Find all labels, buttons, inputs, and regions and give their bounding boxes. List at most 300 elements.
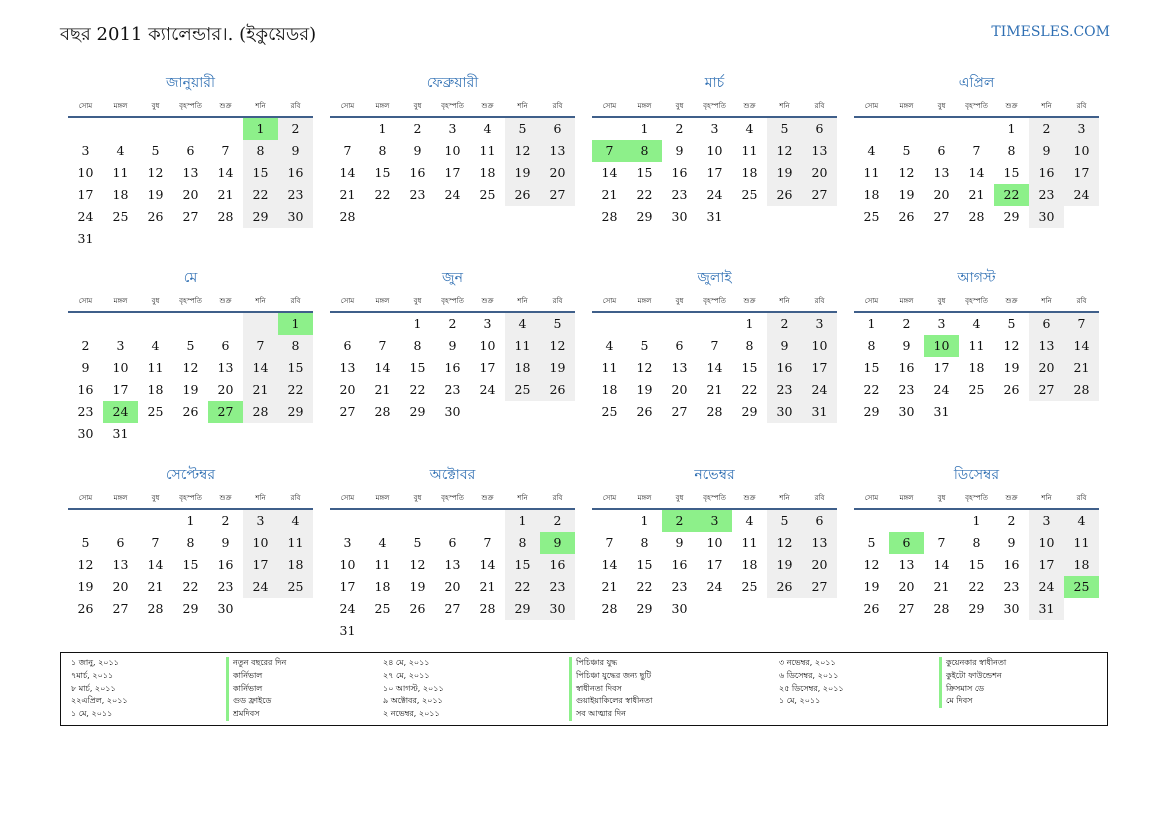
day-cell: 20 [182, 187, 199, 202]
day-cell: 27 [444, 601, 461, 616]
day-cell: 22 [278, 379, 313, 401]
day-cell: 11 [147, 360, 164, 375]
empty-cell [1064, 401, 1099, 423]
day-cell: 27 [112, 601, 129, 616]
day-cell: 20 [112, 579, 129, 594]
day-cell: 30 [444, 404, 461, 419]
weekday-label: বৃহস্পতি [441, 494, 464, 502]
day-cell: 12 [182, 360, 199, 375]
day-cell: 21 [968, 187, 985, 202]
empty-cell [278, 228, 313, 250]
week-row [68, 510, 313, 532]
weekday-label: শনি [517, 297, 528, 305]
day-cell: 7 [243, 335, 278, 357]
legend-row [383, 683, 652, 696]
day-cell: 24 [103, 401, 138, 423]
day-cell: 1 [972, 513, 981, 528]
day-cell: 15 [278, 357, 313, 379]
week-row [592, 184, 837, 206]
weekday-label: শনি [779, 102, 790, 110]
day-cell: 19 [409, 579, 426, 594]
legend-column [383, 657, 652, 721]
day-cell: 13 [339, 360, 356, 375]
day-cell: 15 [636, 165, 653, 180]
empty-cell [365, 313, 400, 335]
day-cell: 13 [182, 165, 199, 180]
weekday-label: মঙ্গল [113, 297, 128, 305]
day-cell: 19 [767, 554, 802, 576]
day-cell: 5 [902, 143, 911, 158]
empty-cell [68, 313, 103, 335]
day-cell: 3 [116, 338, 125, 353]
day-cell: 10 [1029, 532, 1064, 554]
day-cell: 14 [147, 557, 164, 572]
day-cell: 7 [972, 143, 981, 158]
day-cell: 31 [112, 426, 129, 441]
weekday-label: মঙ্গল [637, 494, 652, 502]
day-cell: 8 [972, 535, 981, 550]
day-cell: 12 [540, 335, 575, 357]
brand-link[interactable]: TIMESLES.COM [991, 24, 1110, 40]
day-cell: 7 [343, 143, 352, 158]
day-cell: 16 [898, 360, 915, 375]
day-cell: 17 [1064, 162, 1099, 184]
empty-cell [173, 423, 208, 445]
empty-cell [767, 206, 802, 228]
weekday-header [854, 96, 1099, 118]
day-cell: 19 [898, 187, 915, 202]
day-cell: 31 [802, 401, 837, 423]
day-cell: 22 [636, 187, 653, 202]
week-row [592, 598, 837, 620]
month-name: আগস্ট [957, 270, 996, 286]
week-row [854, 576, 1099, 598]
week-row [592, 510, 837, 532]
day-cell: 11 [741, 143, 758, 158]
day-cell: 12 [863, 557, 880, 572]
legend-row [71, 657, 286, 670]
day-cell: 15 [374, 165, 391, 180]
day-cell: 10 [444, 143, 461, 158]
day-cell: 21 [479, 579, 496, 594]
empty-cell [138, 313, 173, 335]
week-row [68, 576, 313, 598]
day-cell: 18 [863, 187, 880, 202]
day-cell: 1 [243, 118, 278, 140]
day-cell: 31 [77, 231, 94, 246]
weekday-header [330, 488, 575, 510]
day-cell: 13 [112, 557, 129, 572]
day-cell: 28 [217, 209, 234, 224]
day-cell: 25 [112, 209, 129, 224]
weekday-label: সোম [78, 297, 93, 305]
day-cell: 26 [863, 601, 880, 616]
day-cell: 12 [636, 360, 653, 375]
week-row [330, 118, 575, 140]
day-cell: 6 [1029, 313, 1064, 335]
empty-cell [802, 206, 837, 228]
weekday-label: সোম [340, 297, 355, 305]
weekday-label: মঙ্গল [899, 297, 914, 305]
day-cell: 5 [505, 118, 540, 140]
day-cell: 28 [479, 601, 496, 616]
day-cell: 11 [479, 143, 496, 158]
weekday-label: শুক্র [1005, 102, 1018, 110]
day-cell: 26 [767, 184, 802, 206]
day-cell: 6 [802, 510, 837, 532]
week-row [592, 379, 837, 401]
day-cell: 22 [994, 184, 1029, 206]
day-cell: 22 [968, 579, 985, 594]
day-cell: 24 [706, 579, 723, 594]
legend-column [71, 657, 286, 721]
day-cell: 22 [505, 576, 540, 598]
week-row [592, 118, 837, 140]
empty-cell [208, 313, 243, 335]
week-row [68, 313, 313, 335]
week-row [854, 206, 1099, 228]
day-cell: 3 [1064, 118, 1099, 140]
week-row [854, 379, 1099, 401]
empty-cell [435, 620, 470, 642]
month-name: জুলাই [697, 270, 732, 286]
weekday-label: সোম [602, 494, 617, 502]
weekday-header [330, 96, 575, 118]
day-cell: 24 [706, 187, 723, 202]
weekday-header [68, 488, 313, 510]
weekday-label: শুক্র [219, 297, 232, 305]
holiday-name: শ্রমদিবস [226, 708, 260, 721]
day-cell: 8 [413, 338, 422, 353]
weekday-label: শুক্র [481, 102, 494, 110]
day-cell: 28 [601, 209, 618, 224]
day-cell: 6 [116, 535, 125, 550]
day-cell: 14 [601, 165, 618, 180]
day-cell: 30 [77, 426, 94, 441]
day-cell: 17 [706, 557, 723, 572]
holiday-name: ক্রিসমাস ডে [939, 683, 984, 696]
day-cell: 19 [863, 579, 880, 594]
day-cell: 10 [1064, 140, 1099, 162]
week-row [330, 206, 575, 228]
day-cell: 29 [636, 209, 653, 224]
month-name: মে [183, 270, 198, 286]
day-cell: 6 [937, 143, 946, 158]
day-cell: 3 [343, 535, 352, 550]
day-cell: 2 [902, 316, 911, 331]
day-cell: 25 [601, 404, 618, 419]
holiday-name: গুয়াইয়াকিলের স্বাধীনতা [569, 695, 652, 708]
day-cell: 6 [540, 118, 575, 140]
day-cell: 3 [243, 510, 278, 532]
day-cell: 19 [147, 187, 164, 202]
week-row [68, 206, 313, 228]
day-cell: 10 [77, 165, 94, 180]
day-cell: 22 [741, 382, 758, 397]
month-name: সেপ্টেম্বর [165, 467, 216, 483]
day-cell: 6 [889, 532, 924, 554]
day-cell: 16 [278, 162, 313, 184]
empty-cell [400, 206, 435, 228]
week-row [330, 401, 575, 423]
month-name: মার্চ [704, 75, 725, 91]
day-cell: 20 [933, 187, 950, 202]
weekday-label: শনি [517, 102, 528, 110]
weekday-label: রবি [552, 494, 563, 502]
day-cell: 7 [151, 535, 160, 550]
day-cell: 13 [802, 140, 837, 162]
day-cell: 21 [243, 379, 278, 401]
week-row [68, 357, 313, 379]
weekday-label: মঙ্গল [113, 102, 128, 110]
week-row [854, 510, 1099, 532]
day-cell: 10 [112, 360, 129, 375]
weekday-label: বৃহস্পতি [703, 102, 726, 110]
day-cell: 19 [1003, 360, 1020, 375]
day-cell: 13 [671, 360, 688, 375]
day-cell: 6 [221, 338, 230, 353]
day-cell: 8 [745, 338, 754, 353]
day-cell: 2 [221, 513, 230, 528]
empty-cell [330, 510, 365, 532]
legend-row [71, 695, 286, 708]
day-cell: 13 [540, 140, 575, 162]
day-cell: 28 [147, 601, 164, 616]
week-row [854, 401, 1099, 423]
day-cell: 9 [767, 335, 802, 357]
week-row [68, 401, 313, 423]
day-cell: 18 [505, 357, 540, 379]
day-cell: 25 [479, 187, 496, 202]
day-cell: 2 [413, 121, 422, 136]
holiday-date: ৮ মার্চ, ২০১১ [71, 683, 116, 693]
day-cell: 25 [968, 382, 985, 397]
day-cell: 11 [1064, 532, 1099, 554]
empty-cell [470, 401, 505, 423]
day-cell: 14 [479, 557, 496, 572]
empty-cell [627, 313, 662, 335]
weekday-label: বৃহস্পতি [703, 297, 726, 305]
day-cell: 20 [898, 579, 915, 594]
day-cell: 1 [640, 121, 649, 136]
holiday-name: পিচিঞ্চা যুদ্ধের জন্য ছুটি [569, 670, 651, 683]
weekday-label: মঙ্গল [637, 102, 652, 110]
week-row [592, 554, 837, 576]
day-cell: 27 [898, 601, 915, 616]
day-cell: 25 [741, 579, 758, 594]
empty-cell [470, 206, 505, 228]
day-cell: 10 [706, 143, 723, 158]
empty-cell [103, 118, 138, 140]
empty-cell [208, 423, 243, 445]
day-cell: 3 [483, 316, 492, 331]
day-cell: 10 [479, 338, 496, 353]
day-cell: 20 [1029, 357, 1064, 379]
day-cell: 29 [636, 601, 653, 616]
month-calendar [330, 265, 575, 423]
day-cell: 13 [217, 360, 234, 375]
day-cell: 17 [1029, 554, 1064, 576]
day-cell: 7 [605, 535, 614, 550]
week-row [854, 140, 1099, 162]
holiday-date: ৯ অক্টোবর, ২০১১ [383, 696, 443, 706]
day-cell: 4 [278, 510, 313, 532]
empty-cell [68, 118, 103, 140]
holiday-date: ৭মার্চ, ২০১১ [71, 670, 114, 680]
week-row [592, 401, 837, 423]
day-cell: 15 [182, 557, 199, 572]
day-cell: 28 [339, 209, 356, 224]
day-cell: 23 [671, 579, 688, 594]
weekday-label: বৃহস্পতি [441, 297, 464, 305]
day-cell: 12 [767, 140, 802, 162]
holiday-name: গুড ফ্রাইডে [226, 695, 271, 708]
weekday-label: সোম [864, 297, 879, 305]
day-cell: 4 [605, 338, 614, 353]
day-cell: 18 [374, 579, 391, 594]
weekday-label: রবি [290, 494, 301, 502]
empty-cell [138, 228, 173, 250]
day-cell: 29 [741, 404, 758, 419]
day-cell: 21 [1064, 357, 1099, 379]
holiday-date: ২৫ ডিসেম্বর, ২০১১ [779, 683, 844, 693]
day-cell: 19 [182, 382, 199, 397]
day-cell: 28 [601, 601, 618, 616]
day-cell: 9 [902, 338, 911, 353]
month-name: ফেব্রুয়ারী [426, 75, 479, 91]
week-row [330, 598, 575, 620]
empty-cell [138, 510, 173, 532]
weekday-label: সোম [602, 297, 617, 305]
empty-cell [1064, 598, 1099, 620]
month-name: ডিসেম্বর [953, 467, 1000, 483]
day-cell: 24 [444, 187, 461, 202]
day-cell: 8 [243, 140, 278, 162]
month-calendar [68, 265, 313, 445]
day-cell: 13 [898, 557, 915, 572]
week-row [330, 313, 575, 335]
page-title: বছর 2011 ক্যালেন্ডার।. (ইকুয়েডর) [60, 24, 317, 45]
weekday-label: বৃহস্পতি [179, 494, 202, 502]
day-cell: 30 [898, 404, 915, 419]
day-cell: 11 [374, 557, 391, 572]
day-cell: 4 [972, 316, 981, 331]
day-cell: 30 [540, 598, 575, 620]
empty-cell [365, 620, 400, 642]
empty-cell [1029, 401, 1064, 423]
day-cell: 21 [601, 579, 618, 594]
day-cell: 15 [1003, 165, 1020, 180]
empty-cell [854, 118, 889, 140]
holiday-date: ১ জানু, ২০১১ [71, 658, 119, 667]
week-row [68, 598, 313, 620]
holiday-date: ১০ আগস্ট, ২০১১ [383, 683, 444, 693]
day-cell: 16 [1029, 162, 1064, 184]
empty-cell [959, 401, 994, 423]
week-row [330, 162, 575, 184]
week-row [68, 162, 313, 184]
day-cell: 29 [409, 404, 426, 419]
empty-cell [505, 620, 540, 642]
weekday-label: রবি [290, 102, 301, 110]
weekday-label: শনি [517, 494, 528, 502]
week-row [68, 379, 313, 401]
empty-cell [732, 206, 767, 228]
empty-cell [540, 620, 575, 642]
day-cell: 23 [1029, 184, 1064, 206]
day-cell: 19 [767, 162, 802, 184]
weekday-header [854, 291, 1099, 313]
weekday-label: শুক্র [743, 297, 756, 305]
day-cell: 11 [601, 360, 618, 375]
day-cell: 23 [540, 576, 575, 598]
weekday-label: সোম [864, 102, 879, 110]
day-cell: 23 [444, 382, 461, 397]
weekday-label: রবি [1076, 494, 1087, 502]
day-cell: 1 [186, 513, 195, 528]
weekday-label: রবি [814, 494, 825, 502]
weekday-label: শুক্র [219, 102, 232, 110]
day-cell: 26 [147, 209, 164, 224]
day-cell: 7 [937, 535, 946, 550]
week-row [68, 228, 313, 250]
empty-cell [732, 598, 767, 620]
day-cell: 1 [413, 316, 422, 331]
day-cell: 19 [540, 357, 575, 379]
week-row [592, 576, 837, 598]
day-cell: 28 [374, 404, 391, 419]
weekday-label: মঙ্গল [899, 102, 914, 110]
weekday-header [854, 488, 1099, 510]
holiday-name: কার্নিভাল [226, 670, 262, 683]
day-cell: 12 [505, 140, 540, 162]
day-cell: 12 [147, 165, 164, 180]
weekday-label: শনি [255, 102, 266, 110]
day-cell: 20 [802, 162, 837, 184]
day-cell: 7 [592, 140, 627, 162]
day-cell: 21 [601, 187, 618, 202]
day-cell: 6 [448, 535, 457, 550]
empty-cell [540, 206, 575, 228]
day-cell: 8 [278, 335, 313, 357]
day-cell: 20 [671, 382, 688, 397]
weekday-label: বুধ [151, 102, 160, 110]
day-cell: 18 [968, 360, 985, 375]
day-cell: 16 [671, 165, 688, 180]
day-cell: 21 [374, 382, 391, 397]
weekday-header [68, 96, 313, 118]
day-cell: 29 [505, 598, 540, 620]
day-cell: 21 [217, 187, 234, 202]
legend-row [383, 657, 652, 670]
empty-cell [103, 313, 138, 335]
day-cell: 30 [671, 601, 688, 616]
day-cell: 27 [802, 576, 837, 598]
weekday-label: রবি [1076, 297, 1087, 305]
day-cell: 17 [706, 165, 723, 180]
day-cell: 12 [767, 532, 802, 554]
week-row [330, 554, 575, 576]
holiday-date: ১ মে, ২০১১ [779, 696, 821, 706]
day-cell: 14 [374, 360, 391, 375]
empty-cell [802, 598, 837, 620]
day-cell: 5 [413, 535, 422, 550]
day-cell: 24 [479, 382, 496, 397]
empty-cell [505, 206, 540, 228]
day-cell: 24 [1064, 184, 1099, 206]
empty-cell [889, 118, 924, 140]
weekday-label: শুক্র [481, 494, 494, 502]
